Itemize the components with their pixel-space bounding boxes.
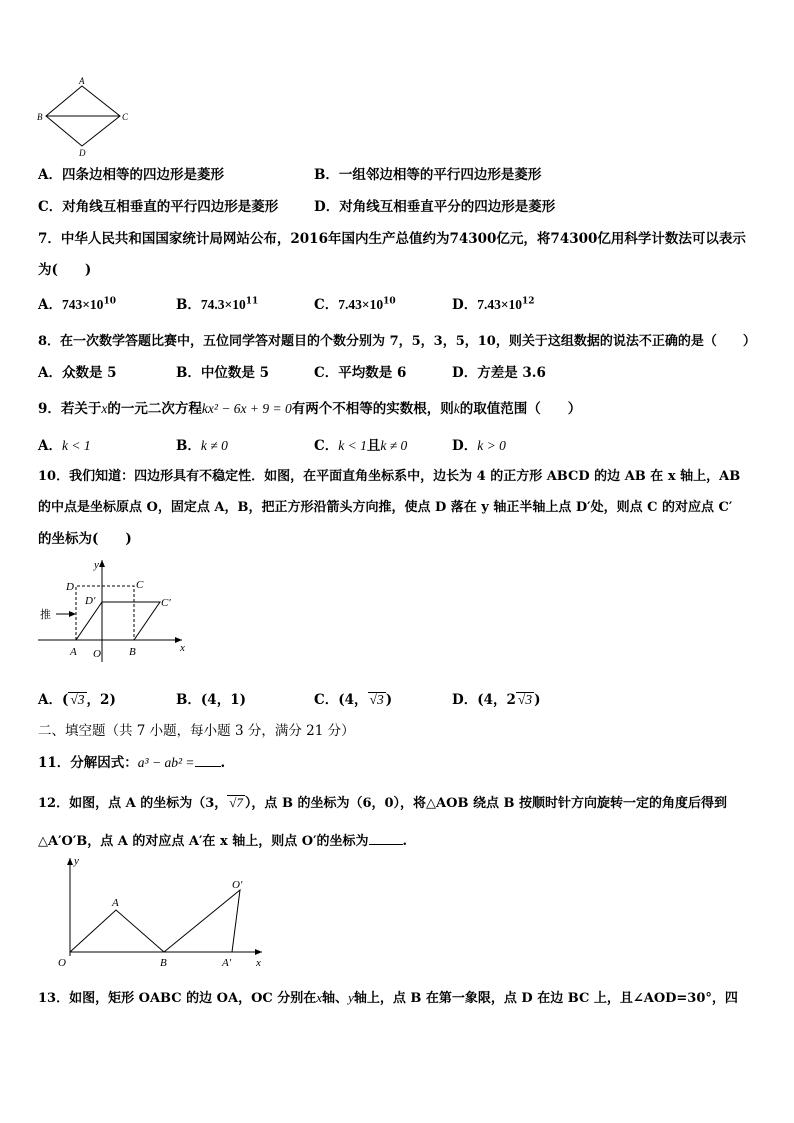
q6-option-d: D．对角线互相垂直平分的四边形是菱形 [314, 199, 556, 215]
q10-option-a: A．( √3 ，2) [38, 692, 116, 708]
q7-stem-line2: 为( ) [38, 262, 92, 278]
rhombus-label-a: A [79, 76, 85, 86]
q10-stem-line1: 10．我们知道：四边形具有不稳定性．如图，在平面直角坐标系中，边长为 4 的正方形 ABCD 的边 AB 在 x 轴上，AB [38, 469, 741, 484]
q12-label-o: O [58, 957, 66, 969]
q11-stem: 11．分解因式：a³ − ab² = . [38, 755, 226, 771]
q7-option-b: B．$74.3\times 10^{11}$ [176, 296, 259, 313]
q12-label-aprime: A′ [222, 957, 232, 969]
q7-option-c: C．$7.43\times 10^{10}$ [314, 296, 396, 313]
q10-label-c: C [136, 579, 144, 591]
q10-option-c: C．(4， √3 ) [314, 692, 393, 708]
q6-option-c: C．对角线互相垂直的平行四边形是菱形 [38, 199, 279, 215]
q10-label-b: B [129, 646, 136, 658]
q10-stem-line3: 的坐标为( ) [38, 531, 132, 547]
q9-stem: 9．若关于x的一元二次方程kx² − 6x + 9 = 0有两个不相等的实数根，则k的取值范围（ ） [38, 401, 582, 417]
q10-figure [34, 556, 194, 666]
q9-option-d: D．k > 0 [452, 438, 506, 454]
q10-label-dprime: D′ [85, 595, 96, 607]
q9-option-a: A．k < 1 [38, 438, 91, 454]
q6-option-b: B．一组邻边相等的平行四边形是菱形 [314, 167, 542, 183]
rhombus-label-b: B [37, 112, 43, 122]
q12-label-oprime: O′ [232, 879, 243, 891]
q8-option-c: C．平均数是 6 [314, 365, 407, 381]
q12-label-x: x [256, 957, 261, 969]
section-2-heading: 二、填空题（共 7 小题，每小题 3 分，满分 21 分） [38, 723, 355, 739]
q9-option-c: C．k < 1且k ≠ 0 [314, 438, 408, 454]
q9-option-b: B．k ≠ 0 [176, 438, 228, 454]
q8-stem: 8．在一次数学答题比赛中，五位同学答对题目的个数分别为 7，5，3，5，10，则关于这组数据的说法不正确的是（ ） [38, 334, 756, 349]
q10-label-y: y [94, 559, 99, 571]
q12-label-a: A [112, 897, 119, 909]
rhombus-figure [34, 76, 134, 156]
q6-option-a: A．四条边相等的四边形是菱形 [38, 167, 224, 183]
q12-figure [52, 852, 272, 972]
q10-label-x: x [180, 642, 185, 654]
q10-option-d: D．(4，2 √3 ) [452, 692, 541, 708]
q7-option-a: A．$743\times 10^{10}$ [38, 296, 116, 313]
q12-answer-blank[interactable] [369, 832, 403, 845]
q7-stem-line1: 7．中华人民共和国国家统计局网站公布，2016年国内生产总值约为74300亿元，将74300亿用科学计数法可以表示 [38, 231, 746, 247]
q8-option-d: D．方差是 3.6 [452, 365, 546, 381]
q10-label-a: A [70, 646, 77, 658]
q8-option-a: A．众数是 5 [38, 365, 117, 381]
q10-label-cprime: C′ [161, 597, 171, 609]
q12-stem-line2: △A′O′B，点 A 的对应点 A′在 x 轴上，则点 O′的坐标为 . [38, 834, 408, 849]
q10-option-b: B．(4，1) [176, 692, 246, 708]
q12-label-b: B [160, 957, 167, 969]
rhombus-label-d: D [79, 148, 86, 156]
q10-label-d: D [66, 581, 74, 593]
q7-option-d: D．$7.43\times 10^{12}$ [452, 296, 535, 313]
q11-answer-blank[interactable] [195, 754, 221, 767]
q13-stem: 13．如图，矩形 OABC 的边 OA，OC 分别在x轴、y轴上，点 B 在第一象限，点 D 在边 BC 上，且∠AOD=30°，四 [38, 990, 738, 1006]
q10-push-label: 推 [40, 609, 51, 621]
q10-stem-line2: 的中点是坐标原点 O，固定点 A，B，把正方形沿箭头方向推，使点 D 落在 y 轴正半轴上点 D′处，则点 C 的对应点 C′ [38, 500, 733, 515]
rhombus-label-c: C [122, 112, 129, 122]
q10-label-o: O [93, 648, 101, 660]
q12-label-y: y [74, 855, 79, 867]
q8-option-b: B．中位数是 5 [176, 365, 270, 381]
q12-stem-line1: 12．如图，点 A 的坐标为（3， √7 ），点 B 的坐标为（6，0），将△AOB 绕点 B 按顺时针方向旋转一定的角度后得到 [38, 795, 728, 811]
